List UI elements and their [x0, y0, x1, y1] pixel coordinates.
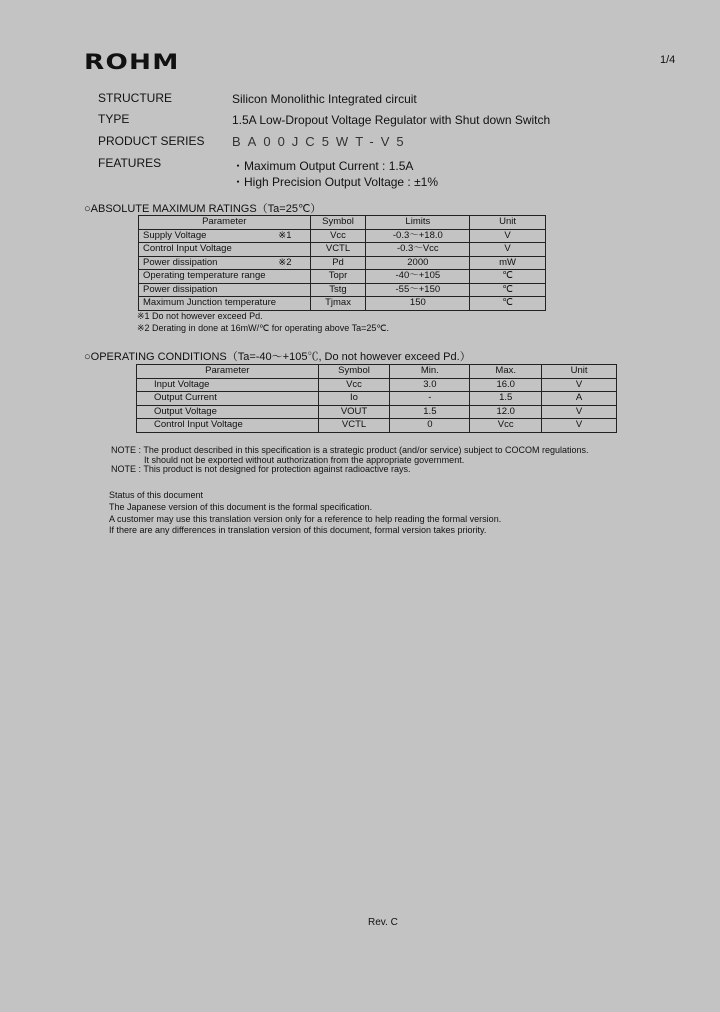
parameter: Maximum Junction temperature	[143, 297, 277, 309]
abs-max-title: ○ABSOLUTE MAXIMUM RATINGS（Ta=25℃）	[84, 203, 322, 215]
parameter: Power dissipation	[143, 283, 218, 295]
op-cond-title: ○OPERATING CONDITIONS（Ta=-40～+105℃, Do not however exceed Pd.）	[84, 351, 471, 363]
unit-cell: V	[470, 229, 546, 243]
unit-cell: V	[542, 378, 617, 392]
unit-cell: ℃	[470, 270, 546, 284]
table-header	[137, 365, 617, 379]
limits-cell: -40～+105	[366, 270, 470, 284]
symbol-cell: Tstg	[310, 283, 366, 297]
note-ref: ※1	[278, 229, 292, 241]
parameter-cell: Input Voltage	[137, 378, 319, 392]
header-cell: Limits	[366, 216, 470, 230]
parameter-cell	[139, 270, 311, 284]
parameter-cell: Output Voltage	[137, 405, 319, 419]
feature-2: ・High Precision Output Voltage : ±1%	[232, 175, 439, 189]
table-row	[139, 229, 546, 243]
min-cell: 0	[390, 419, 470, 433]
status-line: A customer may use this translation version only for a reference to help reading the formal version.	[109, 514, 502, 524]
unit-cell: ℃	[470, 297, 546, 311]
note-1-cont: It should not be exported without authorization from the appropriate government.	[144, 455, 465, 465]
type-value: 1.5A Low-Dropout Voltage Regulator with Shut down Switch	[232, 113, 551, 127]
header-cell: Symbol	[318, 365, 390, 379]
table-header	[139, 216, 546, 230]
header-cell: Symbol	[310, 216, 366, 230]
unit-cell: V	[542, 405, 617, 419]
limits-cell: 2000	[366, 256, 470, 270]
parameter-cell	[139, 229, 311, 243]
symbol-cell: Tjmax	[310, 297, 366, 311]
table-row	[137, 405, 617, 419]
max-cell: 1.5	[470, 392, 542, 406]
parameter-cell	[139, 283, 311, 297]
abs-max-table	[138, 215, 546, 311]
note-1: NOTE : The product described in this specification is a strategic product (and/or service) subject to COCOM regulations.	[111, 445, 589, 455]
structure-label: STRUCTURE	[98, 91, 172, 105]
symbol-cell: Pd	[310, 256, 366, 270]
table-row	[139, 243, 546, 257]
min-cell: -	[390, 392, 470, 406]
parameter: Operating temperature range	[143, 270, 266, 282]
header-cell: Parameter	[139, 216, 311, 230]
table-row	[139, 256, 546, 270]
parameter-cell	[139, 297, 311, 311]
note-ref: ※2	[278, 256, 292, 268]
limits-cell: -55～+150	[366, 283, 470, 297]
page-number: 1/4	[660, 54, 676, 66]
type-label: TYPE	[98, 112, 130, 126]
feature-1: ・Maximum Output Current : 1.5A	[232, 159, 414, 173]
max-cell: 12.0	[470, 405, 542, 419]
header-cell: Min.	[390, 365, 470, 379]
limits-cell: 150	[366, 297, 470, 311]
rohm-logo: ROHM	[84, 50, 180, 74]
table-row	[139, 297, 546, 311]
parameter-cell: Control Input Voltage	[137, 419, 319, 433]
status-title: Status of this document	[109, 490, 204, 500]
limits-cell: -0.3～+18.0	[366, 229, 470, 243]
min-cell: 3.0	[390, 378, 470, 392]
parameter: Supply Voltage	[143, 229, 207, 241]
symbol-cell: Vcc	[310, 229, 366, 243]
parameter: Control Input Voltage	[143, 243, 232, 255]
features-label: FEATURES	[98, 156, 162, 170]
symbol-cell: VOUT	[318, 405, 390, 419]
min-cell: 1.5	[390, 405, 470, 419]
limits-cell: -0.3～Vcc	[366, 243, 470, 257]
parameter-cell: Output Current	[137, 392, 319, 406]
header-cell: Unit	[470, 216, 546, 230]
structure-value: Silicon Monolithic Integrated circuit	[232, 92, 417, 106]
note-2: NOTE : This product is not designed for protection against radioactive rays.	[111, 464, 411, 474]
footnote-1: ※1 Do not however exceed Pd.	[137, 311, 263, 321]
symbol-cell: VCTL	[318, 419, 390, 433]
op-cond-table	[136, 364, 617, 433]
header-cell: Max.	[470, 365, 542, 379]
max-cell: Vcc	[470, 419, 542, 433]
parameter: Power dissipation	[143, 256, 218, 268]
table-row	[137, 419, 617, 433]
revision: Rev. C	[368, 917, 398, 928]
footnote-2: ※2 Derating in done at 16mW/℃ for operating above Ta=25℃.	[137, 323, 389, 333]
symbol-cell: Io	[318, 392, 390, 406]
table-row	[139, 283, 546, 297]
header-cell: Parameter	[137, 365, 319, 379]
table-row	[139, 270, 546, 284]
series-value: BA00JC5WT-V5	[232, 134, 411, 149]
unit-cell: A	[542, 392, 617, 406]
unit-cell: mW	[470, 256, 546, 270]
header-cell: Unit	[542, 365, 617, 379]
table-row	[137, 378, 617, 392]
status-line: The Japanese version of this document is the formal specification.	[109, 502, 373, 512]
parameter-cell	[139, 243, 311, 257]
max-cell: 16.0	[470, 378, 542, 392]
series-label: PRODUCT SERIES	[98, 134, 205, 148]
symbol-cell: VCTL	[310, 243, 366, 257]
status-line: If there are any differences in translation version of this document, formal version takes priority.	[109, 525, 487, 535]
unit-cell: V	[470, 243, 546, 257]
table-row	[137, 392, 617, 406]
parameter-cell	[139, 256, 311, 270]
symbol-cell: Topr	[310, 270, 366, 284]
unit-cell: V	[542, 419, 617, 433]
unit-cell: ℃	[470, 283, 546, 297]
symbol-cell: Vcc	[318, 378, 390, 392]
